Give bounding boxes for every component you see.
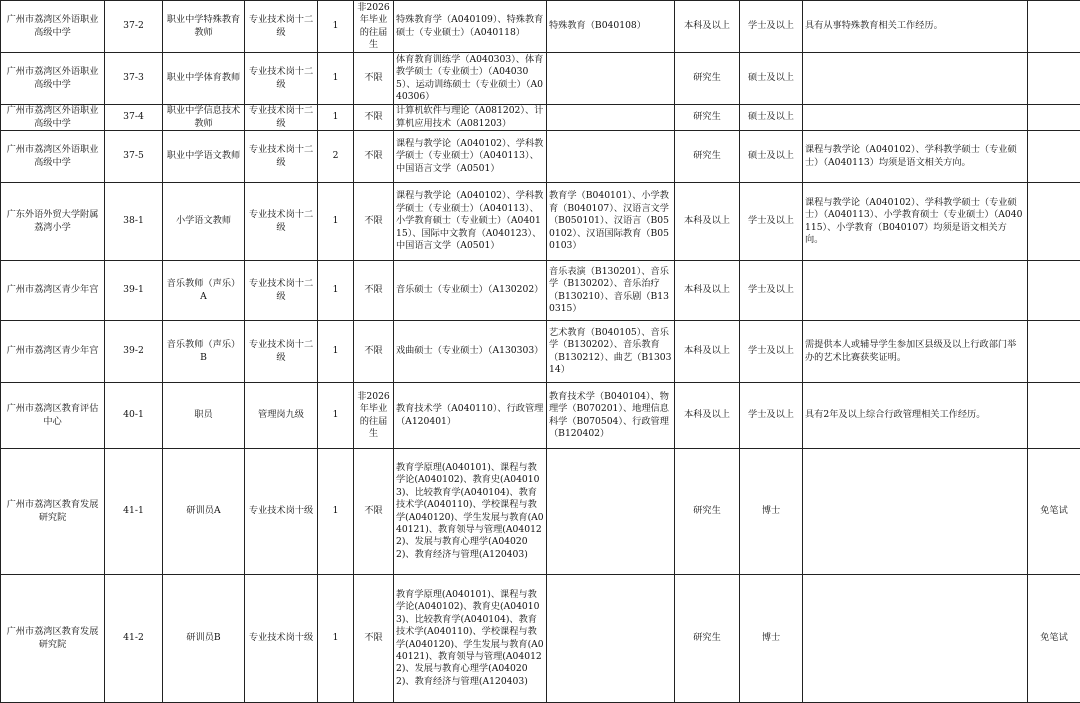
position-cell: 研训员B (163, 575, 245, 703)
position-cell: 职业中学信息技术教师 (163, 105, 245, 131)
code-cell: 41-1 (105, 449, 163, 575)
note-cell (1028, 53, 1080, 105)
unit-cell: 广州市荔湾区教育发展研究院 (1, 575, 105, 703)
undergrad-major-cell: 艺术教育（B040105）、音乐学（B130202）、音乐教育（B130212）、曲艺（B130314） (547, 321, 675, 383)
target-cell: 非2026年毕业的往届生 (354, 383, 394, 449)
position-cell: 音乐教师（声乐）A (163, 261, 245, 321)
other-cell: 需提供本人或辅导学生参加区县级及以上行政部门举办的艺术比赛获奖证明。 (803, 321, 1028, 383)
undergrad-major-cell (547, 105, 675, 131)
unit-cell: 广州市荔湾区青少年宫 (1, 321, 105, 383)
code-cell: 37-4 (105, 105, 163, 131)
level-cell: 专业技术岗十二级 (245, 261, 318, 321)
grad-major-cell: 特殊教育学（A040109）、特殊教育硕士（专业硕士）（A040118） (394, 1, 547, 53)
degree-cell: 学士及以上 (740, 261, 803, 321)
note-cell (1028, 183, 1080, 261)
level-cell: 管理岗九级 (245, 383, 318, 449)
target-cell: 非2026年毕业的往届生 (354, 1, 394, 53)
position-cell: 职业中学特殊教育教师 (163, 1, 245, 53)
level-cell: 专业技术岗十级 (245, 449, 318, 575)
table-row (1, 53, 1080, 105)
code-cell: 37-2 (105, 1, 163, 53)
education-cell: 研究生 (675, 105, 740, 131)
unit-cell: 广州市荔湾区外语职业高级中学 (1, 53, 105, 105)
other-cell (803, 575, 1028, 703)
code-cell: 40-1 (105, 383, 163, 449)
other-cell (803, 449, 1028, 575)
target-cell: 不限 (354, 53, 394, 105)
level-cell: 专业技术岗十级 (245, 575, 318, 703)
target-cell: 不限 (354, 131, 394, 183)
grad-major-cell: 计算机软件与理论（A081202）、计算机应用技术（A081203） (394, 105, 547, 131)
level-cell: 专业技术岗十二级 (245, 321, 318, 383)
undergrad-major-cell: 教育技术学（B040104）、物理学（B070201）、地理信息科学（B070504）、行政管理（B120402） (547, 383, 675, 449)
count-cell: 1 (318, 321, 354, 383)
degree-cell: 学士及以上 (740, 321, 803, 383)
other-cell (803, 261, 1028, 321)
target-cell: 不限 (354, 449, 394, 575)
degree-cell: 学士及以上 (740, 383, 803, 449)
table-row (1, 183, 1080, 261)
degree-cell: 博士 (740, 575, 803, 703)
education-cell: 本科及以上 (675, 1, 740, 53)
level-cell: 专业技术岗十二级 (245, 183, 318, 261)
note-cell (1028, 1, 1080, 53)
degree-cell: 学士及以上 (740, 183, 803, 261)
unit-cell: 广东外语外贸大学附属荔湾小学 (1, 183, 105, 261)
education-cell: 研究生 (675, 575, 740, 703)
level-cell: 专业技术岗十二级 (245, 53, 318, 105)
code-cell: 41-2 (105, 575, 163, 703)
degree-cell: 学士及以上 (740, 1, 803, 53)
grad-major-cell: 戏曲硕士（专业硕士）（A130303） (394, 321, 547, 383)
unit-cell: 广州市荔湾区外语职业高级中学 (1, 105, 105, 131)
note-cell (1028, 131, 1080, 183)
undergrad-major-cell: 特殊教育（B040108） (547, 1, 675, 53)
education-cell: 研究生 (675, 53, 740, 105)
grad-major-cell: 体育教育训练学（A040303）、体育教学硕士（专业硕士）（A040305）、运动训练硕士（专业硕士）（A040306） (394, 53, 547, 105)
level-cell: 专业技术岗十二级 (245, 1, 318, 53)
education-cell: 本科及以上 (675, 383, 740, 449)
count-cell: 1 (318, 383, 354, 449)
position-cell: 音乐教师（声乐）B (163, 321, 245, 383)
table-row (1, 131, 1080, 183)
grad-major-cell: 音乐硕士（专业硕士）（A130202） (394, 261, 547, 321)
count-cell: 1 (318, 53, 354, 105)
table-row (1, 261, 1080, 321)
unit-cell: 广州市荔湾区教育发展研究院 (1, 449, 105, 575)
unit-cell: 广州市荔湾区外语职业高级中学 (1, 1, 105, 53)
count-cell: 2 (318, 131, 354, 183)
count-cell: 1 (318, 575, 354, 703)
note-cell (1028, 321, 1080, 383)
other-cell: 课程与教学论（A040102）、学科教学硕士（专业硕士）（A040113）、小学教育硕士（专业硕士）（A040115）、小学教育（B040107）均须是语文相关方向。 (803, 183, 1028, 261)
table-row (1, 449, 1080, 575)
target-cell: 不限 (354, 321, 394, 383)
undergrad-major-cell: 音乐表演（B130201）、音乐学（B130202）、音乐治疗（B130210）、音乐剧（B130315） (547, 261, 675, 321)
note-cell (1028, 383, 1080, 449)
other-cell (803, 53, 1028, 105)
table-row (1, 105, 1080, 131)
grad-major-cell: 课程与教学论（A040102）、学科教学硕士（专业硕士）（A040113）、中国语言文学（A0501） (394, 131, 547, 183)
education-cell: 本科及以上 (675, 321, 740, 383)
degree-cell: 博士 (740, 449, 803, 575)
degree-cell: 硕士及以上 (740, 131, 803, 183)
unit-cell: 广州市荔湾区教育评估中心 (1, 383, 105, 449)
table-row (1, 575, 1080, 703)
level-cell: 专业技术岗十二级 (245, 131, 318, 183)
count-cell: 1 (318, 261, 354, 321)
target-cell: 不限 (354, 183, 394, 261)
education-cell: 研究生 (675, 131, 740, 183)
level-cell: 专业技术岗十二级 (245, 105, 318, 131)
code-cell: 37-5 (105, 131, 163, 183)
grad-major-cell: 教育学原理(A040101)、课程与教学论(A040102)、教育史(A040103)、比较教育学(A040104)、教育技术学(A040110)、学校课程与教学(A040120)、学生发展与教育(A040121)、教育领导与管理(A040122)、发展与教育心理学(A040202)、教育经济与管理(A120403) (394, 575, 547, 703)
count-cell: 1 (318, 449, 354, 575)
code-cell: 37-3 (105, 53, 163, 105)
target-cell: 不限 (354, 575, 394, 703)
undergrad-major-cell: 教育学（B040101）、小学教育（B040107）、汉语言文学（B050101）、汉语言（B050102）、汉语国际教育（B050103） (547, 183, 675, 261)
table-row (1, 383, 1080, 449)
degree-cell: 硕士及以上 (740, 53, 803, 105)
note-cell: 免笔试 (1028, 575, 1080, 703)
note-cell: 免笔试 (1028, 449, 1080, 575)
other-cell: 课程与教学论（A040102）、学科教学硕士（专业硕士）（A040113）均须是语文相关方向。 (803, 131, 1028, 183)
grad-major-cell: 教育技术学（A040110）、行政管理（A120401） (394, 383, 547, 449)
other-cell (803, 105, 1028, 131)
note-cell (1028, 261, 1080, 321)
note-cell (1028, 105, 1080, 131)
code-cell: 39-1 (105, 261, 163, 321)
count-cell: 1 (318, 183, 354, 261)
code-cell: 39-2 (105, 321, 163, 383)
unit-cell: 广州市荔湾区外语职业高级中学 (1, 131, 105, 183)
grad-major-cell: 课程与教学论（A040102）、学科教学硕士（专业硕士）（A040113）、小学教育硕士（专业硕士）（A040115）、国际中文教育（A040123）、中国语言文学（A0501） (394, 183, 547, 261)
target-cell: 不限 (354, 105, 394, 131)
other-cell: 具有从事特殊教育相关工作经历。 (803, 1, 1028, 53)
education-cell: 本科及以上 (675, 183, 740, 261)
education-cell: 本科及以上 (675, 261, 740, 321)
undergrad-major-cell (547, 53, 675, 105)
unit-cell: 广州市荔湾区青少年宫 (1, 261, 105, 321)
degree-cell: 硕士及以上 (740, 105, 803, 131)
table-row (1, 1, 1080, 53)
target-cell: 不限 (354, 261, 394, 321)
undergrad-major-cell (547, 131, 675, 183)
position-cell: 职业中学体育教师 (163, 53, 245, 105)
other-cell: 具有2年及以上综合行政管理相关工作经历。 (803, 383, 1028, 449)
count-cell: 1 (318, 105, 354, 131)
undergrad-major-cell (547, 575, 675, 703)
position-cell: 小学语文教师 (163, 183, 245, 261)
position-cell: 职员 (163, 383, 245, 449)
position-cell: 职业中学语文教师 (163, 131, 245, 183)
undergrad-major-cell (547, 449, 675, 575)
position-cell: 研训员A (163, 449, 245, 575)
table-row (1, 321, 1080, 383)
count-cell: 1 (318, 1, 354, 53)
education-cell: 研究生 (675, 449, 740, 575)
code-cell: 38-1 (105, 183, 163, 261)
grad-major-cell: 教育学原理(A040101)、课程与教学论(A040102)、教育史(A040103)、比较教育学(A040104)、教育技术学(A040110)、学校课程与教学(A040120)、学生发展与教育(A040121)、教育领导与管理(A040122)、发展与教育心理学(A040202)、教育经济与管理(A120403) (394, 449, 547, 575)
